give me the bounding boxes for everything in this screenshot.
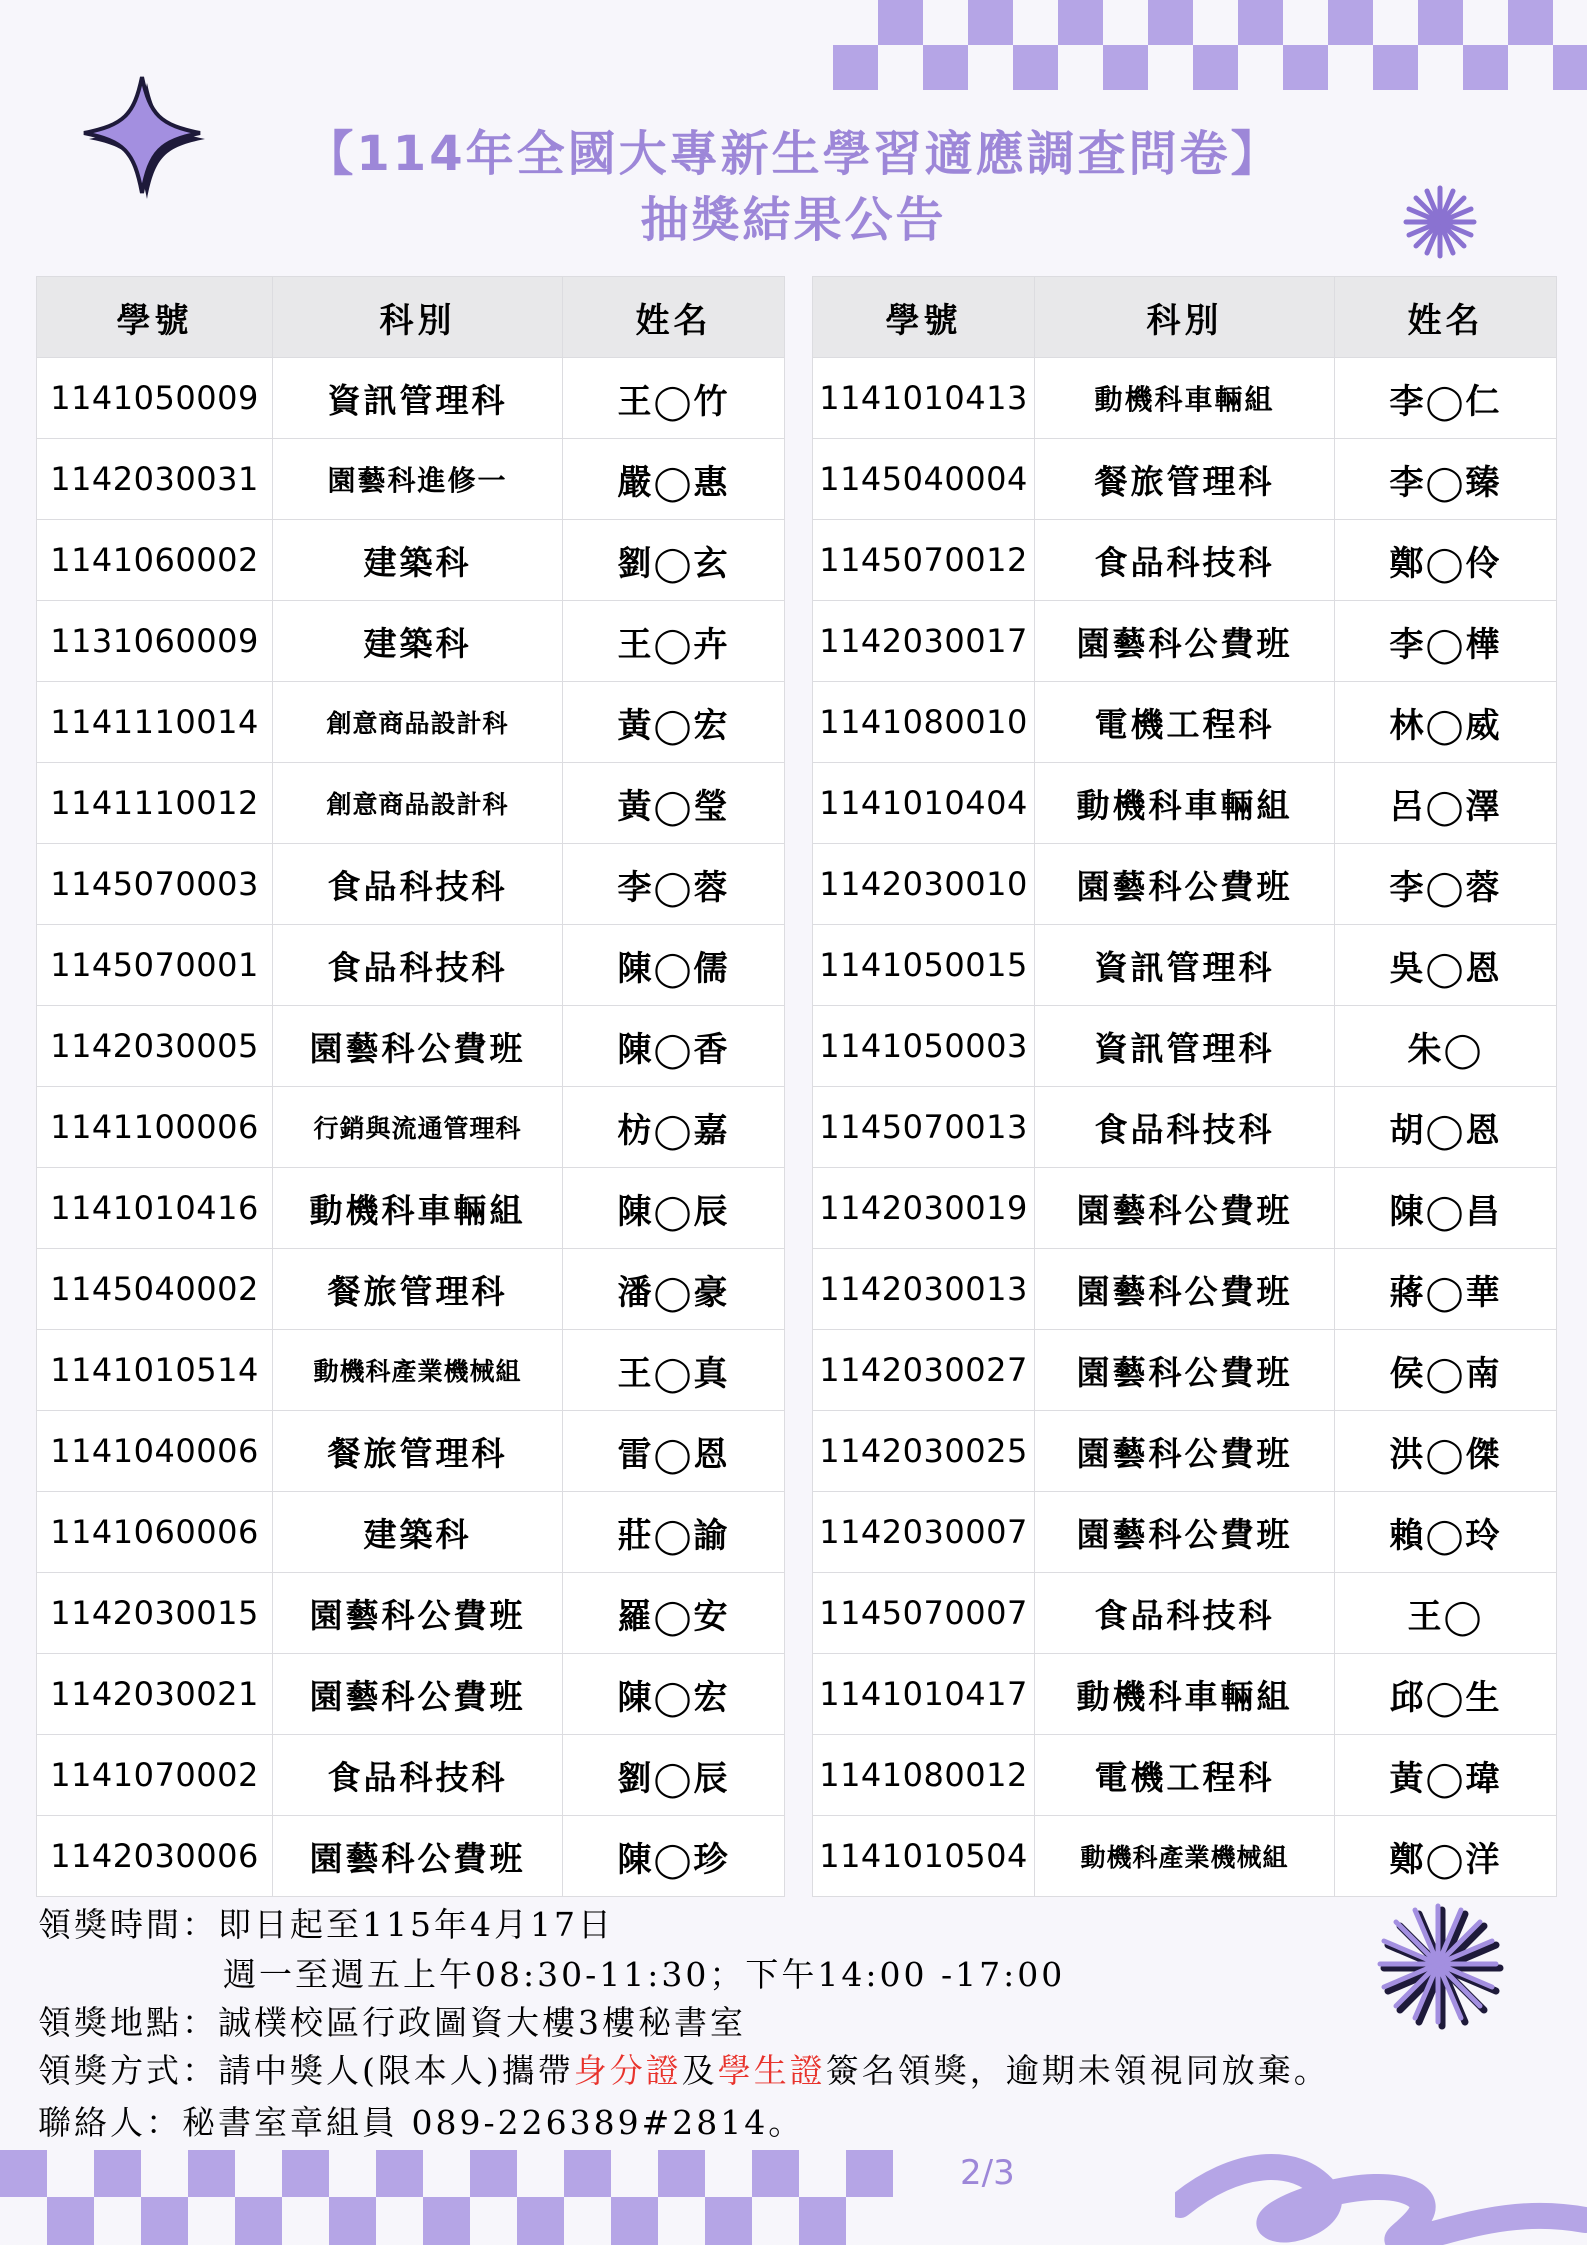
name-cell: 李◯樺 (1335, 601, 1557, 682)
department-cell: 行銷與流通管理科 (273, 1087, 563, 1168)
table-row (813, 1087, 1557, 1168)
name-cell: 劉◯玄 (563, 520, 785, 601)
student-id-cell: 1145070003 (37, 844, 273, 925)
department-cell: 食品科技科 (1035, 1573, 1335, 1654)
table-row (813, 1411, 1557, 1492)
table-row (37, 520, 785, 601)
student-id-cell: 1142030025 (813, 1411, 1035, 1492)
student-id-cell: 1142030006 (37, 1816, 273, 1897)
award-time-hours: 週一至週五上午08:30-11:30；下午14:00 -17:00 (223, 1955, 1066, 1994)
name-cell: 洪◯傑 (1335, 1411, 1557, 1492)
table-row (813, 1168, 1557, 1249)
name-cell: 王◯竹 (563, 358, 785, 439)
name-cell: 鄭◯洋 (1335, 1816, 1557, 1897)
student-id-cell: 1145070007 (813, 1573, 1035, 1654)
name-cell: 胡◯恩 (1335, 1087, 1557, 1168)
student-id-cell: 1141010417 (813, 1654, 1035, 1735)
department-cell: 園藝科公費班 (1035, 1168, 1335, 1249)
name-cell: 陳◯昌 (1335, 1168, 1557, 1249)
student-id-cell: 1142030019 (813, 1168, 1035, 1249)
table-row (37, 1006, 785, 1087)
department-cell: 動機科車輛組 (1035, 1654, 1335, 1735)
department-cell: 動機科產業機械組 (1035, 1816, 1335, 1897)
department-cell: 創意商品設計科 (273, 763, 563, 844)
department-cell: 餐旅管理科 (1035, 439, 1335, 520)
student-id-cell: 1141050015 (813, 925, 1035, 1006)
table-row (813, 520, 1557, 601)
name-cell: 陳◯宏 (563, 1654, 785, 1735)
student-id-cell: 1141110012 (37, 763, 273, 844)
name-cell: 莊◯諭 (563, 1492, 785, 1573)
department-cell: 園藝科公費班 (273, 1006, 563, 1087)
department-cell: 建築科 (273, 520, 563, 601)
department-cell: 資訊管理科 (273, 358, 563, 439)
name-cell: 陳◯珍 (563, 1816, 785, 1897)
department-cell: 園藝科公費班 (1035, 1492, 1335, 1573)
table-row (37, 1735, 785, 1816)
student-id-cell: 1131060009 (37, 601, 273, 682)
table-row (813, 1654, 1557, 1735)
table-row (813, 601, 1557, 682)
department-cell: 園藝科進修一 (273, 439, 563, 520)
department-cell: 創意商品設計科 (273, 682, 563, 763)
table-row (813, 1492, 1557, 1573)
department-cell: 餐旅管理科 (273, 1411, 563, 1492)
student-id-cell: 1142030017 (813, 601, 1035, 682)
table-header-row (813, 277, 1557, 358)
name-cell: 陳◯儒 (563, 925, 785, 1006)
student-id-cell: 1141060002 (37, 520, 273, 601)
table-row (37, 1330, 785, 1411)
name-cell: 枋◯嘉 (563, 1087, 785, 1168)
student-id-cell: 1145070013 (813, 1087, 1035, 1168)
student-id-cell: 1141080012 (813, 1735, 1035, 1816)
department-cell: 餐旅管理科 (273, 1249, 563, 1330)
name-cell: 賴◯玲 (1335, 1492, 1557, 1573)
award-method (38, 2051, 1330, 2090)
department-cell: 食品科技科 (1035, 1087, 1335, 1168)
name-cell: 黃◯宏 (563, 682, 785, 763)
header-student-id: 學號 (813, 277, 1035, 358)
department-cell: 園藝科公費班 (273, 1816, 563, 1897)
table-row (37, 1411, 785, 1492)
table-row (37, 1168, 785, 1249)
table-row (37, 1573, 785, 1654)
table-row (813, 763, 1557, 844)
table-row (37, 844, 785, 925)
student-id-cell: 1142030007 (813, 1492, 1035, 1573)
name-cell: 嚴◯惠 (563, 439, 785, 520)
id-card-highlight: 身分證 (573, 2051, 682, 2090)
table-row (813, 358, 1557, 439)
department-cell: 資訊管理科 (1035, 925, 1335, 1006)
name-cell: 吳◯恩 (1335, 925, 1557, 1006)
student-id-cell: 1142030013 (813, 1249, 1035, 1330)
header-department: 科別 (1035, 277, 1335, 358)
name-cell: 李◯臻 (1335, 439, 1557, 520)
award-place: 領獎地點：誠樸校區行政圖資大樓3樓秘書室 (38, 2003, 746, 2042)
student-id-cell: 1141100006 (37, 1087, 273, 1168)
name-cell: 陳◯香 (563, 1006, 785, 1087)
department-cell: 食品科技科 (273, 844, 563, 925)
table-row (813, 682, 1557, 763)
department-cell: 食品科技科 (273, 925, 563, 1006)
student-id-cell: 1145070001 (37, 925, 273, 1006)
name-cell: 羅◯安 (563, 1573, 785, 1654)
page-title: 【114年全國大專新生學習適應調查問卷】 (305, 126, 1282, 182)
student-id-cell: 1141010504 (813, 1816, 1035, 1897)
department-cell: 園藝科公費班 (273, 1573, 563, 1654)
student-id-cell: 1145040004 (813, 439, 1035, 520)
name-cell: 潘◯豪 (563, 1249, 785, 1330)
award-time: 領獎時間：即日起至115年4月17日 (38, 1905, 614, 1944)
student-id-cell: 1145040002 (37, 1249, 273, 1330)
name-cell: 邱◯生 (1335, 1654, 1557, 1735)
student-id-cell: 1141010413 (813, 358, 1035, 439)
name-cell: 劉◯辰 (563, 1735, 785, 1816)
department-cell: 動機科車輛組 (273, 1168, 563, 1249)
department-cell: 動機科車輛組 (1035, 763, 1335, 844)
contact-person: 聯絡人：秘書室章組員 089-226389#2814。 (38, 2103, 805, 2142)
table-row (37, 763, 785, 844)
name-cell: 王◯ (1335, 1573, 1557, 1654)
department-cell: 食品科技科 (1035, 520, 1335, 601)
winners-table-left (36, 276, 785, 1897)
table-row (813, 1249, 1557, 1330)
department-cell: 園藝科公費班 (1035, 844, 1335, 925)
award-method-suffix: 簽名領獎，逾期未領視同放棄。 (825, 2051, 1330, 2090)
name-cell: 李◯蓉 (1335, 844, 1557, 925)
student-id-cell: 1141050009 (37, 358, 273, 439)
table-row (813, 1816, 1557, 1897)
name-cell: 黃◯瑋 (1335, 1735, 1557, 1816)
department-cell: 園藝科公費班 (273, 1654, 563, 1735)
table-row (813, 439, 1557, 520)
table-row (37, 1087, 785, 1168)
student-id-cell: 1141010404 (813, 763, 1035, 844)
header-department: 科別 (273, 277, 563, 358)
award-method-and: 及 (681, 2051, 718, 2090)
table-row (813, 1006, 1557, 1087)
award-method-prefix: 領獎方式：請中獎人(限本人)攜帶 (38, 2051, 574, 2090)
name-cell: 雷◯恩 (563, 1411, 785, 1492)
student-id-cell: 1141070002 (37, 1735, 273, 1816)
page-subtitle: 抽獎結果公告 (640, 192, 947, 248)
student-id-cell: 1142030010 (813, 844, 1035, 925)
department-cell: 動機科車輛組 (1035, 358, 1335, 439)
student-id-cell: 1142030021 (37, 1654, 273, 1735)
table-row (37, 925, 785, 1006)
table-row (813, 844, 1557, 925)
name-cell: 蔣◯華 (1335, 1249, 1557, 1330)
student-id-cell: 1141010514 (37, 1330, 273, 1411)
student-id-cell: 1141060006 (37, 1492, 273, 1573)
table-row (37, 358, 785, 439)
table-row (37, 1249, 785, 1330)
department-cell: 電機工程科 (1035, 1735, 1335, 1816)
department-cell: 動機科產業機械組 (273, 1330, 563, 1411)
name-cell: 李◯蓉 (563, 844, 785, 925)
name-cell: 呂◯澤 (1335, 763, 1557, 844)
name-cell: 侯◯南 (1335, 1330, 1557, 1411)
table-row (37, 1492, 785, 1573)
department-cell: 建築科 (273, 1492, 563, 1573)
table-row (813, 1330, 1557, 1411)
department-cell: 園藝科公費班 (1035, 1249, 1335, 1330)
student-id-cell: 1142030027 (813, 1330, 1035, 1411)
student-id-cell: 1141040006 (37, 1411, 273, 1492)
student-id-cell: 1145070012 (813, 520, 1035, 601)
header-student-id: 學號 (37, 277, 273, 358)
department-cell: 電機工程科 (1035, 682, 1335, 763)
table-row (37, 439, 785, 520)
name-cell: 黃◯瑩 (563, 763, 785, 844)
department-cell: 園藝科公費班 (1035, 1330, 1335, 1411)
student-id-cell: 1141080010 (813, 682, 1035, 763)
department-cell: 園藝科公費班 (1035, 601, 1335, 682)
name-cell: 李◯仁 (1335, 358, 1557, 439)
header-name: 姓名 (563, 277, 785, 358)
student-id-cell: 1142030005 (37, 1006, 273, 1087)
page-number: 2/3 (960, 2153, 1015, 2193)
student-id-cell: 1141050003 (813, 1006, 1035, 1087)
department-cell: 建築科 (273, 601, 563, 682)
name-cell: 王◯真 (563, 1330, 785, 1411)
name-cell: 朱◯ (1335, 1006, 1557, 1087)
table-header-row (37, 277, 785, 358)
table-row (37, 1816, 785, 1897)
student-id-cell: 1142030015 (37, 1573, 273, 1654)
name-cell: 林◯威 (1335, 682, 1557, 763)
student-id-cell: 1141110014 (37, 682, 273, 763)
table-row (37, 682, 785, 763)
name-cell: 鄭◯伶 (1335, 520, 1557, 601)
table-row (813, 1735, 1557, 1816)
student-id-cell: 1141010416 (37, 1168, 273, 1249)
checker-pattern-bottom (0, 2150, 900, 2245)
table-row (813, 1573, 1557, 1654)
asterisk-star-icon (1370, 1898, 1510, 2033)
header-name: 姓名 (1335, 277, 1557, 358)
table-row (37, 1654, 785, 1735)
winners-table-right (812, 276, 1557, 1897)
student-card-highlight: 學生證 (717, 2051, 826, 2090)
checker-pattern-top (833, 0, 1587, 90)
department-cell: 食品科技科 (273, 1735, 563, 1816)
department-cell: 園藝科公費班 (1035, 1411, 1335, 1492)
table-row (813, 925, 1557, 1006)
squiggle-decoration-icon (1175, 2150, 1587, 2245)
student-id-cell: 1142030031 (37, 439, 273, 520)
department-cell: 資訊管理科 (1035, 1006, 1335, 1087)
name-cell: 王◯卉 (563, 601, 785, 682)
table-row (37, 601, 785, 682)
name-cell: 陳◯辰 (563, 1168, 785, 1249)
